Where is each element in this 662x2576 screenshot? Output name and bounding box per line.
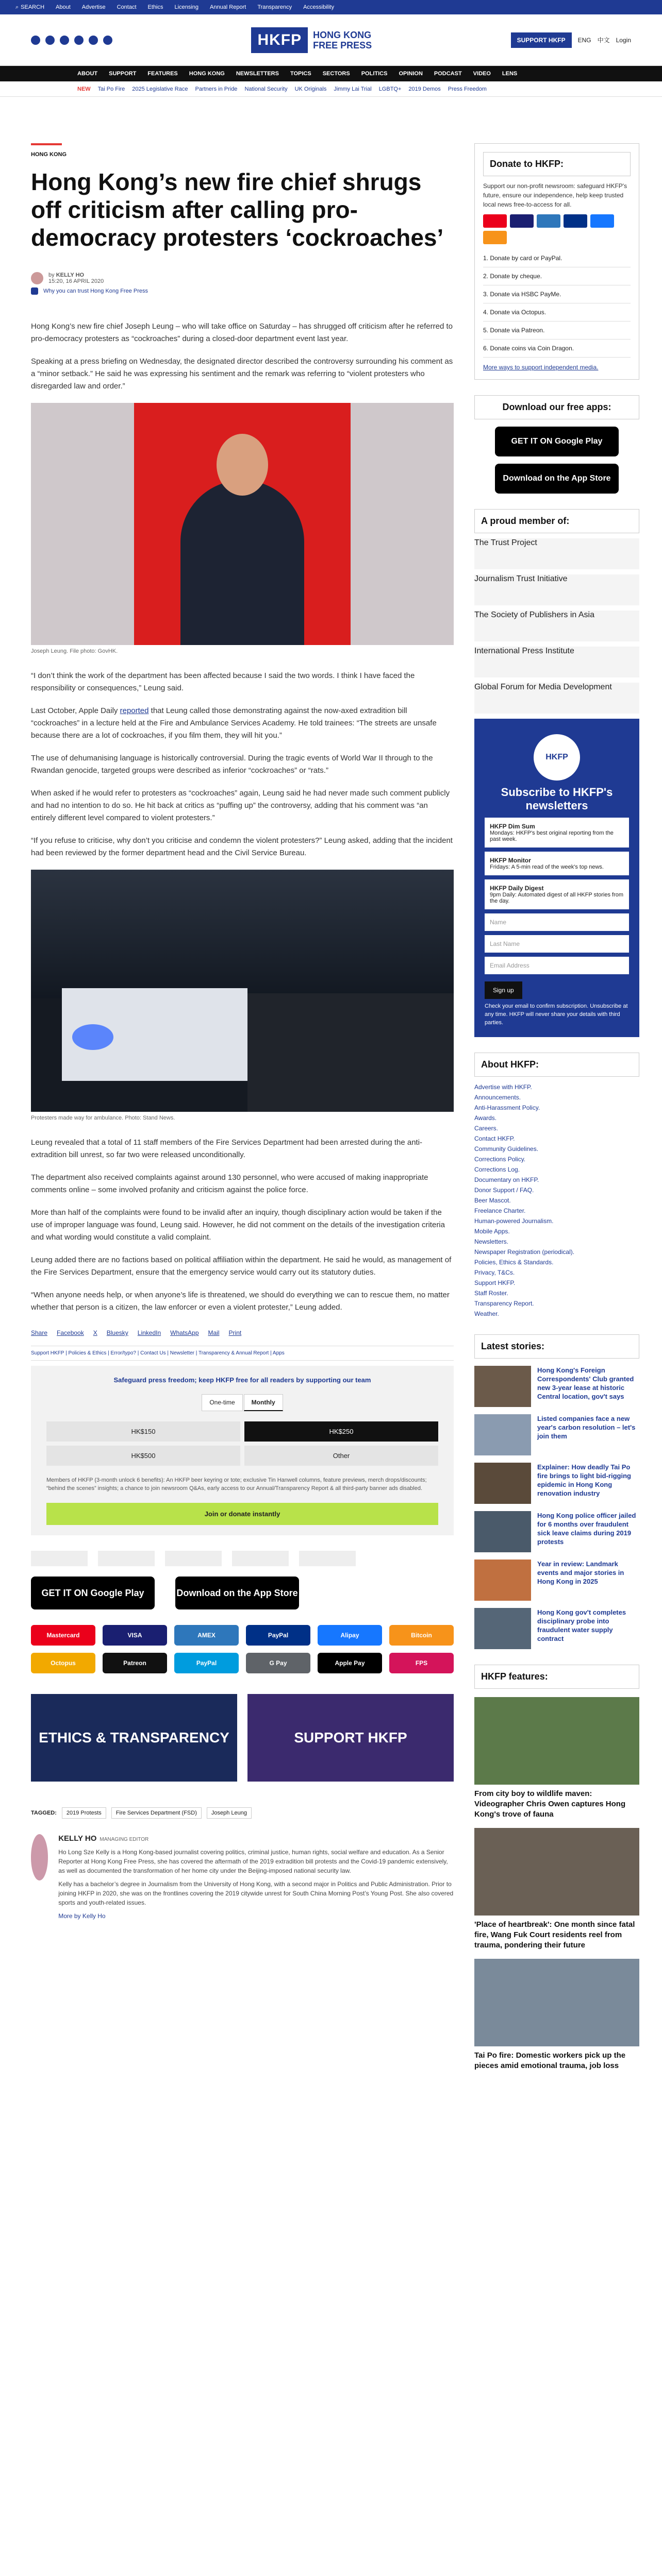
about-link[interactable]: Corrections Log.	[474, 1166, 520, 1173]
feature-story[interactable]: Tai Po fire: Domestic workers pick up the pieces amid emotional trauma, job loss	[474, 1959, 639, 2071]
threads-icon[interactable]	[103, 36, 112, 45]
ipi-logo[interactable]	[232, 1551, 289, 1566]
newsletter-title: Subscribe to HKFP's newsletters	[501, 786, 613, 812]
patreon-icon: Patreon	[103, 1653, 167, 1673]
share-whatsapp[interactable]: WhatsApp	[170, 1329, 199, 1336]
member-logo[interactable]: Global Forum for Media Development	[474, 683, 639, 714]
about-link[interactable]: Documentary on HKFP.	[474, 1176, 539, 1183]
category-rule	[31, 143, 62, 145]
share-facebook[interactable]: Facebook	[57, 1329, 84, 1336]
paypal-icon	[564, 214, 587, 228]
paragraph: Leung revealed that a total of 11 staff members of the Fire Services Department had been arrested during the anti-extradition bill unrest, so far two were released unconditionally.	[31, 1138, 423, 1159]
nav-features[interactable]: FEATURES	[147, 71, 178, 77]
name-input[interactable]: Name	[485, 913, 629, 931]
story-thumb	[474, 1414, 531, 1455]
feature-thumb	[474, 1828, 639, 1916]
fps-icon: FPS	[389, 1653, 454, 1673]
trust-link[interactable]: Why you can trust Hong Kong Free Press	[31, 287, 454, 295]
byline: by KELLY HO 15:20, 16 APRIL 2020	[31, 272, 454, 284]
more-ways-link[interactable]: More ways to support independent media.	[483, 364, 599, 371]
author-role: MANAGING EDITOR	[100, 1837, 149, 1842]
amount-option-other[interactable]: Other	[244, 1446, 438, 1466]
visa-icon	[510, 214, 534, 228]
amount-option-selected[interactable]: HK$250	[244, 1421, 438, 1442]
member-logo[interactable]: Journalism Trust Initiative	[474, 574, 639, 605]
donate-sidebar	[474, 143, 639, 380]
about-link[interactable]: Newspaper Registration (periodical).	[474, 1248, 575, 1256]
amount-option[interactable]: HK$150	[46, 1421, 240, 1442]
share-linkedin[interactable]: LinkedIn	[137, 1329, 161, 1336]
newsletter-note: Check your email to confirm subscription. Unsubscribe at any time. HKFP will never share your details with third parties.	[485, 1003, 628, 1026]
photo-caption: Joseph Leung. File photo: GovHK.	[31, 648, 118, 654]
site-header	[0, 14, 662, 66]
paragraph: Speaking at a press briefing on Wednesday, the designated director described the controversy surrounding his comment as a “minor setback.” He said he was expressing his sentiment and the remark was referring to “violent protesters who disregarded law and order.”	[31, 357, 453, 391]
latest-story[interactable]: Hong Kong gov't completes disciplinary probe into fraudulent water supply contract	[474, 1608, 639, 1649]
story-thumb	[474, 1366, 531, 1407]
logo-line1: HONG KONG	[313, 29, 372, 40]
about-list	[474, 1082, 639, 1319]
new-label: NEW	[77, 86, 91, 92]
paragraph: Last October, Apple Daily reported that Leung called those demonstrating against the now-axed extradition bill “cockroaches” in a lecture held at the Fire and Ambulance Services Academy. He told trainees: “The streets are unsafe because there are a lot of cockroaches, if you film them, they will hit you.”	[31, 706, 437, 740]
payment-methods	[31, 1625, 454, 1673]
about-link[interactable]: Awards.	[474, 1114, 497, 1122]
paragraph: The use of dehumanising language is historically controversial. During the tragic events of World War II through to the Rwandan genocide, targeted groups were described as inferior “cockroaches” or “rats.”	[31, 754, 433, 775]
feature-story[interactable]: From city boy to wildlife maven: Videographer Chris Owen captures Hong Kong's trove of fauna	[474, 1697, 639, 1820]
tag-link[interactable]: National Security	[244, 86, 288, 92]
share-x[interactable]: X	[93, 1329, 97, 1336]
paragraph: Hong Kong’s new fire chief Joseph Leung – who will take office on Saturday – has shrugged off criticism after he referred to pro-democracy protesters as “cockroaches” during a closed-door department event last year.	[31, 322, 453, 343]
youtube-icon[interactable]	[74, 36, 84, 45]
support-banner[interactable]: SUPPORT HKFP	[247, 1694, 454, 1782]
nav-newsletters[interactable]: NEWSLETTERS	[236, 71, 279, 77]
more-by-author-link[interactable]: More by Kelly Ho	[58, 1912, 106, 1920]
paypal-icon: PayPal	[246, 1625, 310, 1646]
amex-icon: AMEX	[174, 1625, 239, 1646]
reported-link[interactable]: reported	[120, 706, 149, 715]
nav-about[interactable]: ABOUT	[77, 71, 98, 77]
donate-heading: Donate to HKFP:	[483, 152, 631, 176]
tag-link[interactable]: LGBTQ+	[378, 86, 402, 92]
sidebar	[474, 97, 639, 2079]
share-mail[interactable]: Mail	[208, 1329, 220, 1336]
about-link[interactable]: Beer Mascot.	[474, 1197, 511, 1204]
topbar-ethics[interactable]: Ethics	[147, 4, 163, 10]
trust-project-logo[interactable]	[31, 1551, 88, 1566]
share-label: Share	[31, 1329, 48, 1336]
paragraph: More than half of the complaints were found to be invalid after an inquiry, though disciplinary action would be taken if the use of improper language was found, Leung said. However, he did not comment on the details of the investigation criteria and what wording would constitute a valid complaint.	[31, 1208, 445, 1242]
ethics-banner[interactable]: ETHICS & TRANSPARENCY	[31, 1694, 237, 1782]
latest-story[interactable]: Listed companies face a new year's carbon resolution – let's join them	[474, 1414, 639, 1455]
author-photo	[31, 1834, 48, 1880]
footer-links[interactable]: Support HKFP | Policies & Ethics | Error/typo? | Contact Us | Newsletter | Transparency & Annual Report | Apps	[31, 1346, 454, 1361]
paragraph: When asked if he would refer to protesters as “cockroaches” again, Leung said he had never made such comment publicly and had no intention to do so. He hit back at critics as “puffing up” the controversy, adding that his comment was “an entirely different level compared to violent protesters.”	[31, 789, 450, 822]
login-link[interactable]: Login	[616, 36, 631, 44]
about-link[interactable]: Community Guidelines.	[474, 1145, 539, 1153]
article-category[interactable]: HONG KONG	[31, 151, 67, 158]
about-link[interactable]: Newsletters.	[474, 1238, 509, 1245]
donate-option[interactable]: 3. Donate via HSBC PayMe.	[483, 285, 631, 303]
about-link[interactable]: Human-powered Journalism.	[474, 1217, 554, 1225]
article-column	[31, 97, 454, 2079]
tag-link[interactable]: 2025 Legislative Race	[132, 86, 188, 92]
donate-title: Safeguard press freedom; keep HKFP free for all readers by supporting our team	[113, 1376, 371, 1384]
nav-topics[interactable]: TOPICS	[290, 71, 311, 77]
tag-link[interactable]: 2019 Demos	[408, 86, 441, 92]
about-link[interactable]: Policies, Ethics & Standards.	[474, 1259, 554, 1266]
tag-link[interactable]: Jimmy Lai Trial	[334, 86, 372, 92]
paragraph: The department also received complaints against around 130 personnel, who were accused of making inappropriate comments online – some involved profanity and criticism against the police force.	[31, 1173, 428, 1194]
alipay-icon	[590, 214, 614, 228]
about-link[interactable]: Corrections Policy.	[474, 1156, 526, 1163]
about-link[interactable]: Careers.	[474, 1125, 499, 1132]
logo-mark: HKFP	[251, 27, 308, 53]
latest-story[interactable]: Hong Kong police officer jailed for 6 months over fraudulent sick leave claims during 2019 protests	[474, 1511, 639, 1552]
story-thumb	[474, 1511, 531, 1552]
nav-opinion[interactable]: OPINION	[399, 71, 423, 77]
topbar-about[interactable]: About	[56, 4, 71, 10]
about-link[interactable]: Advertise with HKFP.	[474, 1083, 532, 1091]
amex-icon	[537, 214, 560, 228]
about-link[interactable]: Announcements.	[474, 1094, 521, 1101]
newsletter-option[interactable]: HKFP Monitor Fridays: A 5-min read of the week's top news.	[485, 852, 629, 875]
mastercard-icon: Mastercard	[31, 1625, 95, 1646]
tag-chip[interactable]: Joseph Leung	[207, 1807, 252, 1819]
about-link[interactable]: Mobile Apps.	[474, 1228, 510, 1235]
about-heading: About HKFP:	[474, 1053, 639, 1077]
author-bio: Ho Long Sze Kelly is a Hong Kong-based journalist covering politics, criminal justice, human rights, social welfare and education. As a Senior Reporter at Hong Kong Free Press, she has covered the aftermath of the 2019 extradition bill protests and the Covid-19 pandemic extensively, as well as documented the transformation of her home city under the Beijing-imposed national security law.	[58, 1849, 448, 1874]
latest-heading: Latest stories:	[474, 1334, 639, 1359]
member-heading: A proud member of:	[474, 509, 639, 533]
latest-story[interactable]: Hong Kong's Foreign Correspondents' Club granted new 3-year lease at historic Central location, gov't says	[474, 1366, 639, 1407]
tag-link[interactable]: Tai Po Fire	[97, 86, 125, 92]
author-box	[31, 1834, 454, 1921]
hkfp-badge: HKFP	[534, 734, 580, 781]
paypal-icon: PayPal	[174, 1653, 239, 1673]
signup-button[interactable]: Sign up	[485, 981, 522, 999]
search-icon: ⌕	[15, 4, 19, 10]
share-bluesky[interactable]: Bluesky	[106, 1329, 128, 1336]
latest-story[interactable]: Explainer: How deadly Tai Po fire brings to light bid-rigging epidemic in Hong Kong renovation industry	[474, 1463, 639, 1504]
nav-podcast[interactable]: PODCAST	[434, 71, 462, 77]
donate-option[interactable]: 4. Donate via Octopus.	[483, 303, 631, 321]
lang-eng[interactable]: ENG	[577, 36, 591, 44]
bitcoin-icon: Bitcoin	[389, 1625, 454, 1646]
about-link[interactable]: Transparency Report.	[474, 1300, 534, 1307]
newsletter-option[interactable]: HKFP Dim Sum Mondays: HKFP's best original reporting from the past week.	[485, 818, 629, 848]
story-thumb	[474, 1608, 531, 1649]
social-icons	[31, 36, 112, 45]
telegram-icon[interactable]	[89, 36, 98, 45]
mastercard-icon	[483, 214, 507, 228]
gpay-icon: G Pay	[246, 1653, 310, 1673]
latest-story[interactable]: Year in review: Landmark events and major stories in Hong Kong in 2025	[474, 1560, 639, 1601]
donate-option[interactable]: 6. Donate coins via Coin Dragon.	[483, 340, 631, 358]
gfmd-logo[interactable]	[299, 1551, 356, 1566]
features-heading: HKFP features:	[474, 1665, 639, 1689]
card-icons	[483, 214, 631, 244]
donate-option[interactable]: 2. Donate by cheque.	[483, 267, 631, 285]
tag-link[interactable]: Partners in Pride	[195, 86, 238, 92]
donate-text: Support our non-profit newsroom: safeguard HKFP's future, ensure our independence, help keep trusted local news free-to-access for all.	[483, 182, 627, 208]
lang-zh[interactable]: 中文	[597, 37, 610, 44]
freq-monthly[interactable]: Monthly	[244, 1394, 283, 1411]
newsletter-box	[474, 719, 639, 1037]
last-name-input[interactable]: Last Name	[485, 935, 629, 953]
app-buttons	[31, 1577, 454, 1609]
site-logo[interactable]	[251, 27, 372, 53]
topbar-licensing[interactable]: Licensing	[174, 4, 198, 10]
support-hkfp-button[interactable]: SUPPORT HKFP	[511, 32, 572, 48]
jti-logo[interactable]	[98, 1551, 155, 1566]
paragraph: “If you refuse to criticise, why don’t you criticise and condemn the violent protesters?” Leung asked, adding that the incident had been reviewed by the former department head and the Civil Service Bureau.	[31, 836, 453, 857]
x-icon[interactable]	[45, 36, 55, 45]
feature-story[interactable]: 'Place of heartbreak': One month since fatal fire, Wang Fuk Court residents reel from trauma, pondering their future	[474, 1828, 639, 1951]
paragraph: “I don’t think the work of the department has been affected because I said the two words. I think I have faced the responsibility or consequences,” Leung said.	[31, 671, 415, 692]
newsletter-option[interactable]: HKFP Daily Digest 9pm Daily: Automated digest of all HKFP stories from the day.	[485, 879, 629, 909]
publish-date: 15:20, 16 APRIL 2020	[48, 278, 104, 284]
bitcoin-icon	[483, 231, 507, 244]
about-link[interactable]: Privacy, T&Cs.	[474, 1269, 515, 1276]
octopus-icon: Octopus	[31, 1653, 95, 1673]
nav-video[interactable]: VIDEO	[473, 71, 491, 77]
feature-thumb	[474, 1697, 639, 1785]
promo-banners	[31, 1694, 454, 1782]
about-link[interactable]: Donor Support / FAQ.	[474, 1187, 534, 1194]
search-link[interactable]: ⌕ SEARCH	[15, 4, 45, 10]
nav-sectors[interactable]: SECTORS	[322, 71, 350, 77]
email-input[interactable]: Email Address	[485, 957, 629, 974]
paragraph: “When anyone needs help, or when anyone’s life is threatened, we should do everything we can to rescue them, no matter whether that person is a citizen, the law enforcer or even a violent protester,” Leung added.	[31, 1291, 450, 1312]
topbar-annual-report[interactable]: Annual Report	[210, 4, 246, 10]
google-play-button[interactable]: GET IT ON Google Play	[31, 1577, 155, 1609]
author-avatar	[31, 272, 43, 284]
topbar-contact[interactable]: Contact	[117, 4, 137, 10]
google-play-button[interactable]: GET IT ON Google Play	[495, 427, 619, 456]
apps-heading: Download our free apps:	[474, 395, 639, 419]
article-photo-fire-chief	[31, 403, 454, 645]
trending-tags	[0, 81, 662, 97]
topbar-transparency[interactable]: Transparency	[257, 4, 292, 10]
story-thumb	[474, 1463, 531, 1504]
share-print[interactable]: Print	[228, 1329, 242, 1336]
about-link[interactable]: Weather.	[474, 1310, 499, 1317]
freq-one-time[interactable]: One-time	[202, 1394, 242, 1411]
about-link[interactable]: Anti-Harassment Policy.	[474, 1104, 540, 1111]
instagram-icon[interactable]	[60, 36, 69, 45]
main-nav	[0, 66, 662, 81]
alipay-icon: Alipay	[318, 1625, 382, 1646]
tagged-bar	[31, 1807, 454, 1819]
trust-icon	[31, 287, 38, 295]
author-bio: Kelly has a bachelor’s degree in Journalism from the University of Hong Kong, with a second major in Politics and Public Administration. Prior to joining HKFP in 2020, she was on the frontlines covering the 2019 citywide unrest for South China Morning Post’s Young Post. She also covered sports and youth-related issues.	[58, 1880, 454, 1906]
member-logos-strip	[31, 1551, 454, 1566]
donate-option[interactable]: 5. Donate via Patreon.	[483, 321, 631, 340]
top-utility-bar	[0, 0, 662, 14]
tag-link[interactable]: UK Originals	[294, 86, 327, 92]
nav-politics[interactable]: POLITICS	[361, 71, 388, 77]
article-title: Hong Kong’s new fire chief shrugs off criticism after calling pro-democracy protesters ‘cockroaches’	[31, 168, 444, 251]
donate-widget	[31, 1366, 454, 1535]
about-link[interactable]: Staff Roster.	[474, 1290, 508, 1297]
share-bar	[31, 1329, 454, 1336]
about-link[interactable]: Freelance Charter.	[474, 1207, 526, 1214]
logo-line2: FREE PRESS	[313, 40, 372, 50]
visa-icon: VISA	[103, 1625, 167, 1646]
paragraph: Leung added there are no factions based on political affiliation within the department. He said he would, as management of the Fire Services Department, ensure that the emergency service would carry out its statutory duties.	[31, 1256, 452, 1277]
about-link[interactable]: Contact HKFP.	[474, 1135, 515, 1142]
nav-support[interactable]: SUPPORT	[109, 71, 137, 77]
member-logo[interactable]: The Society of Publishers in Asia	[474, 611, 639, 641]
sopa-logo[interactable]	[165, 1551, 222, 1566]
facebook-icon[interactable]	[31, 36, 40, 45]
app-store-button[interactable]: Download on the App Store	[175, 1577, 299, 1609]
nav-hong-kong[interactable]: HONG KONG	[189, 71, 225, 77]
nav-lens[interactable]: LENS	[502, 71, 518, 77]
applepay-icon: Apple Pay	[318, 1653, 382, 1673]
member-benefits-note: Members of HKFP (3-month unlock 6 benefits): An HKFP beer keyring or tote; exclusive Tin Hanwell columns, feature previews, merch drops/discounts; “behind the scenes” insights; a chance to join newsroom Q&As, early access to our Annual/Transparency Report & all third-party banner ads disabled.	[46, 1477, 427, 1492]
member-logo[interactable]: International Press Institute	[474, 647, 639, 677]
about-link[interactable]: Support HKFP.	[474, 1279, 516, 1286]
tag-chip[interactable]: Fire Services Department (FSD)	[111, 1807, 202, 1819]
topbar-advertise[interactable]: Advertise	[81, 4, 106, 10]
tag-chip[interactable]: 2019 Protests	[62, 1807, 106, 1819]
member-logo[interactable]: The Trust Project	[474, 538, 639, 569]
author-name[interactable]: KELLY HO	[58, 1834, 97, 1843]
feature-thumb	[474, 1959, 639, 2046]
donate-option[interactable]: 1. Donate by card or PayPal.	[483, 249, 631, 267]
app-store-button[interactable]: Download on the App Store	[495, 464, 619, 494]
tagged-label: TAGGED:	[31, 1810, 57, 1816]
article-photo-ambulance	[31, 870, 454, 1112]
join-donate-button[interactable]: Join or donate instantly	[46, 1503, 438, 1525]
amount-option[interactable]: HK$500	[46, 1446, 240, 1466]
author-link[interactable]: KELLY HO	[56, 272, 85, 278]
story-thumb	[474, 1560, 531, 1601]
topbar-accessibility[interactable]: Accessibility	[303, 4, 335, 10]
tag-link[interactable]: Press Freedom	[448, 86, 487, 92]
photo-caption: Protesters made way for ambulance. Photo: Stand News.	[31, 1115, 175, 1121]
